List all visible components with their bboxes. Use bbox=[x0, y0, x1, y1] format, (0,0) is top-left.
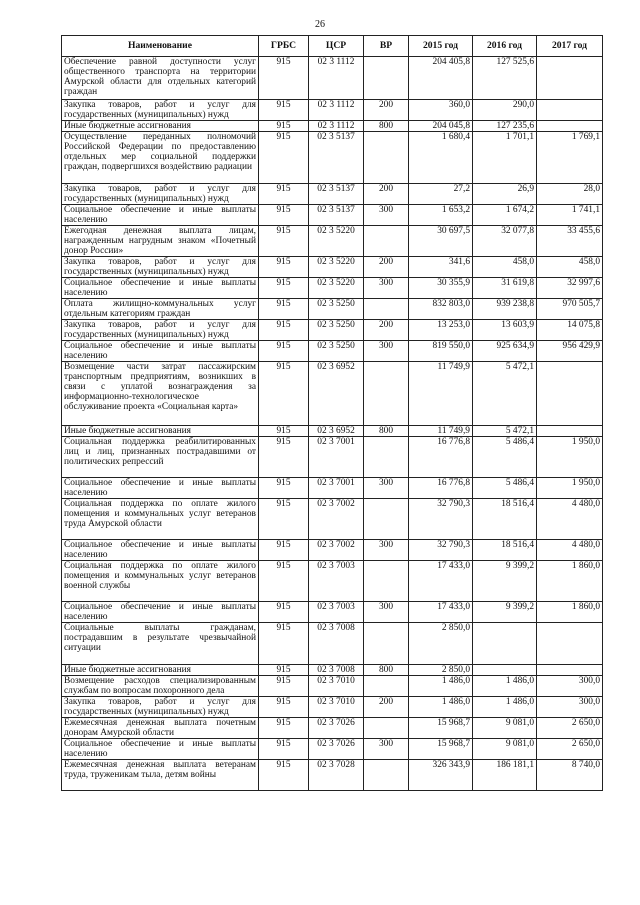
row-2015: 30 355,9 bbox=[409, 278, 473, 299]
row-2015: 17 433,0 bbox=[409, 602, 473, 623]
row-csr: 02 3 5250 bbox=[309, 341, 364, 362]
row-grbs: 915 bbox=[259, 278, 309, 299]
row-2017: 32 997,6 bbox=[537, 278, 603, 299]
row-2017: 300,0 bbox=[537, 676, 603, 697]
row-2017 bbox=[537, 100, 603, 121]
row-name: Закупка товаров, работ и услуг для государственных (муниципальных) нужд bbox=[62, 697, 259, 718]
row-csr: 02 3 7010 bbox=[309, 697, 364, 718]
row-vr: 800 bbox=[364, 665, 409, 676]
table-row bbox=[62, 739, 603, 760]
table-row bbox=[62, 676, 603, 697]
row-2015: 204 405,8 bbox=[409, 57, 473, 100]
row-vr: 300 bbox=[364, 205, 409, 226]
row-name: Закупка товаров, работ и услуг для государственных (муниципальных) нужд bbox=[62, 257, 259, 278]
row-2015: 1 680,4 bbox=[409, 132, 473, 184]
row-grbs: 915 bbox=[259, 341, 309, 362]
row-grbs: 915 bbox=[259, 665, 309, 676]
table-header-row bbox=[62, 36, 603, 57]
row-grbs: 915 bbox=[259, 320, 309, 341]
table-row bbox=[62, 602, 603, 623]
row-csr: 02 3 7008 bbox=[309, 623, 364, 665]
table-row bbox=[62, 205, 603, 226]
table-row bbox=[62, 320, 603, 341]
row-2016: 9 399,2 bbox=[473, 602, 537, 623]
table-row bbox=[62, 57, 603, 100]
row-2015: 1 486,0 bbox=[409, 697, 473, 718]
row-2016: 1 486,0 bbox=[473, 676, 537, 697]
row-vr: 300 bbox=[364, 602, 409, 623]
row-grbs: 915 bbox=[259, 100, 309, 121]
row-2017: 4 480,0 bbox=[537, 499, 603, 540]
row-vr bbox=[364, 499, 409, 540]
row-name: Ежемесячная денежная выплата почетным донорам Амурской области bbox=[62, 718, 259, 739]
header-2016: 2016 год bbox=[473, 36, 537, 57]
row-2015: 2 850,0 bbox=[409, 665, 473, 676]
row-2017: 14 075,8 bbox=[537, 320, 603, 341]
row-csr: 02 3 7001 bbox=[309, 437, 364, 478]
row-vr bbox=[364, 718, 409, 739]
table-row bbox=[62, 561, 603, 602]
row-name: Осуществление переданных полномочий Российской Федерации по предоставлению отдельных мер социальной поддержки граждан, подвергшихся воздействию радиации bbox=[62, 132, 259, 184]
row-csr: 02 3 7026 bbox=[309, 739, 364, 760]
table-row bbox=[62, 100, 603, 121]
row-2016: 9 081,0 bbox=[473, 718, 537, 739]
row-csr: 02 3 5137 bbox=[309, 184, 364, 205]
row-name: Социальное обеспечение и иные выплаты населению bbox=[62, 278, 259, 299]
row-csr: 02 3 7026 bbox=[309, 718, 364, 739]
row-vr: 200 bbox=[364, 697, 409, 718]
table-row bbox=[62, 121, 603, 132]
row-csr: 02 3 5220 bbox=[309, 278, 364, 299]
row-2017 bbox=[537, 57, 603, 100]
row-csr: 02 3 7010 bbox=[309, 676, 364, 697]
row-2017: 1 860,0 bbox=[537, 602, 603, 623]
row-grbs: 915 bbox=[259, 299, 309, 320]
row-csr: 02 3 7008 bbox=[309, 665, 364, 676]
row-csr: 02 3 5250 bbox=[309, 299, 364, 320]
row-vr: 200 bbox=[364, 184, 409, 205]
row-2015: 16 776,8 bbox=[409, 478, 473, 499]
row-2015: 341,6 bbox=[409, 257, 473, 278]
row-2017 bbox=[537, 665, 603, 676]
table-row bbox=[62, 278, 603, 299]
row-2017 bbox=[537, 121, 603, 132]
row-2017: 8 740,0 bbox=[537, 760, 603, 791]
row-name: Социальное обеспечение и иные выплаты населению bbox=[62, 341, 259, 362]
row-csr: 02 3 5137 bbox=[309, 132, 364, 184]
row-2016: 9 081,0 bbox=[473, 739, 537, 760]
row-2017: 1 950,0 bbox=[537, 437, 603, 478]
row-name: Социальные выплаты гражданам, пострадавшим в результате чрезвычайной ситуации bbox=[62, 623, 259, 665]
row-csr: 02 3 5220 bbox=[309, 226, 364, 257]
row-2017: 300,0 bbox=[537, 697, 603, 718]
row-grbs: 915 bbox=[259, 57, 309, 100]
row-vr: 200 bbox=[364, 100, 409, 121]
row-name: Иные бюджетные ассигнования bbox=[62, 426, 259, 437]
table-row bbox=[62, 665, 603, 676]
row-2016: 31 619,8 bbox=[473, 278, 537, 299]
header-grbs: ГРБС bbox=[259, 36, 309, 57]
row-2016: 1 674,2 bbox=[473, 205, 537, 226]
row-grbs: 915 bbox=[259, 257, 309, 278]
row-name: Социальное обеспечение и иные выплаты населению bbox=[62, 478, 259, 499]
row-2015: 204 045,8 bbox=[409, 121, 473, 132]
table-row bbox=[62, 540, 603, 561]
table-row bbox=[62, 623, 603, 665]
row-2016: 26,9 bbox=[473, 184, 537, 205]
row-2015: 15 968,7 bbox=[409, 739, 473, 760]
row-2017: 1 950,0 bbox=[537, 478, 603, 499]
table-row bbox=[62, 697, 603, 718]
row-2016: 925 634,9 bbox=[473, 341, 537, 362]
row-name: Обеспечение равной доступности услуг общественного транспорта на территории Амурской области для отдельных категорий граждан bbox=[62, 57, 259, 100]
row-vr: 800 bbox=[364, 121, 409, 132]
row-csr: 02 3 7002 bbox=[309, 540, 364, 561]
row-grbs: 915 bbox=[259, 499, 309, 540]
row-2016: 1 486,0 bbox=[473, 697, 537, 718]
row-grbs: 915 bbox=[259, 184, 309, 205]
row-grbs: 915 bbox=[259, 362, 309, 426]
row-csr: 02 3 7028 bbox=[309, 760, 364, 791]
header-2017: 2017 год bbox=[537, 36, 603, 57]
row-name: Ежемесячная денежная выплата ветеранам труда, труженикам тыла, детям войны bbox=[62, 760, 259, 791]
row-csr: 02 3 5220 bbox=[309, 257, 364, 278]
row-csr: 02 3 6952 bbox=[309, 362, 364, 426]
row-vr bbox=[364, 561, 409, 602]
header-name: Наименование bbox=[62, 36, 259, 57]
row-2015: 2 850,0 bbox=[409, 623, 473, 665]
row-vr bbox=[364, 132, 409, 184]
row-name: Социальное обеспечение и иные выплаты населению bbox=[62, 739, 259, 760]
row-name: Иные бюджетные ассигнования bbox=[62, 665, 259, 676]
row-vr bbox=[364, 226, 409, 257]
row-2016: 13 603,9 bbox=[473, 320, 537, 341]
row-name: Социальная поддержка по оплате жилого помещения и коммунальных услуг ветеранов труда Амурской области bbox=[62, 499, 259, 540]
table-row bbox=[62, 299, 603, 320]
row-2015: 32 790,3 bbox=[409, 499, 473, 540]
row-grbs: 915 bbox=[259, 602, 309, 623]
row-2016: 18 516,4 bbox=[473, 540, 537, 561]
row-vr bbox=[364, 57, 409, 100]
row-name: Социальная поддержка реабилитированных лиц и лиц, признанных пострадавшими от политических репрессий bbox=[62, 437, 259, 478]
row-name: Закупка товаров, работ и услуг для государственных (муниципальных) нужд bbox=[62, 100, 259, 121]
row-2016: 5 472,1 bbox=[473, 362, 537, 426]
row-name: Социальное обеспечение и иные выплаты населению bbox=[62, 602, 259, 623]
row-csr: 02 3 7002 bbox=[309, 499, 364, 540]
row-vr bbox=[364, 299, 409, 320]
row-csr: 02 3 1112 bbox=[309, 121, 364, 132]
row-grbs: 915 bbox=[259, 697, 309, 718]
row-2016: 290,0 bbox=[473, 100, 537, 121]
row-csr: 02 3 7001 bbox=[309, 478, 364, 499]
row-2015: 15 968,7 bbox=[409, 718, 473, 739]
row-2015: 13 253,0 bbox=[409, 320, 473, 341]
row-2015: 1 653,2 bbox=[409, 205, 473, 226]
row-name: Социальное обеспечение и иные выплаты населению bbox=[62, 540, 259, 561]
row-grbs: 915 bbox=[259, 739, 309, 760]
row-vr: 200 bbox=[364, 320, 409, 341]
table-row bbox=[62, 257, 603, 278]
row-vr: 300 bbox=[364, 341, 409, 362]
table-row bbox=[62, 132, 603, 184]
table-row bbox=[62, 226, 603, 257]
row-2015: 11 749,9 bbox=[409, 426, 473, 437]
row-name: Возмещение части затрат пассажирским транспортным предприятиям, возникших в связи с уплатой вознаграждения за информационно-технологическое обслуживание проекта «Социальная карта» bbox=[62, 362, 259, 426]
table-row bbox=[62, 718, 603, 739]
row-2017: 1 860,0 bbox=[537, 561, 603, 602]
row-name: Социальная поддержка по оплате жилого помещения и коммунальных услуг ветеранов военной службы bbox=[62, 561, 259, 602]
row-2016: 127 235,6 bbox=[473, 121, 537, 132]
row-vr: 300 bbox=[364, 540, 409, 561]
row-name: Закупка товаров, работ и услуг для государственных (муниципальных) нужд bbox=[62, 184, 259, 205]
row-2016 bbox=[473, 623, 537, 665]
table-row bbox=[62, 760, 603, 791]
header-vr: ВР bbox=[364, 36, 409, 57]
row-grbs: 915 bbox=[259, 121, 309, 132]
row-2015: 11 749,9 bbox=[409, 362, 473, 426]
page-number: 26 bbox=[315, 19, 325, 30]
row-vr: 200 bbox=[364, 257, 409, 278]
row-2016: 1 701,1 bbox=[473, 132, 537, 184]
row-grbs: 915 bbox=[259, 561, 309, 602]
row-2015: 819 550,0 bbox=[409, 341, 473, 362]
table-row bbox=[62, 437, 603, 478]
row-grbs: 915 bbox=[259, 426, 309, 437]
table-row bbox=[62, 362, 603, 426]
row-grbs: 915 bbox=[259, 478, 309, 499]
row-vr bbox=[364, 362, 409, 426]
row-2015: 360,0 bbox=[409, 100, 473, 121]
row-2017: 2 650,0 bbox=[537, 739, 603, 760]
row-2016: 939 238,8 bbox=[473, 299, 537, 320]
budget-table bbox=[61, 35, 603, 791]
table-body bbox=[62, 57, 603, 791]
row-2017: 28,0 bbox=[537, 184, 603, 205]
row-name: Оплата жилищно-коммунальных услуг отдельным категориям граждан bbox=[62, 299, 259, 320]
row-grbs: 915 bbox=[259, 226, 309, 257]
table-row bbox=[62, 184, 603, 205]
row-2016: 32 077,8 bbox=[473, 226, 537, 257]
row-csr: 02 3 5137 bbox=[309, 205, 364, 226]
row-vr bbox=[364, 676, 409, 697]
row-vr: 300 bbox=[364, 478, 409, 499]
row-2016 bbox=[473, 665, 537, 676]
row-grbs: 915 bbox=[259, 623, 309, 665]
row-vr: 800 bbox=[364, 426, 409, 437]
row-csr: 02 3 5250 bbox=[309, 320, 364, 341]
table-row bbox=[62, 426, 603, 437]
row-2017 bbox=[537, 362, 603, 426]
row-name: Ежегодная денежная выплата лицам, награжденным нагрудным знаком «Почетный донор России» bbox=[62, 226, 259, 257]
row-2015: 326 343,9 bbox=[409, 760, 473, 791]
row-name: Иные бюджетные ассигнования bbox=[62, 121, 259, 132]
row-grbs: 915 bbox=[259, 205, 309, 226]
row-2017: 970 505,7 bbox=[537, 299, 603, 320]
row-2015: 27,2 bbox=[409, 184, 473, 205]
row-csr: 02 3 1112 bbox=[309, 100, 364, 121]
row-grbs: 915 bbox=[259, 437, 309, 478]
table-row bbox=[62, 341, 603, 362]
row-2016: 5 486,4 bbox=[473, 437, 537, 478]
row-2017: 2 650,0 bbox=[537, 718, 603, 739]
row-2015: 1 486,0 bbox=[409, 676, 473, 697]
row-2017: 33 455,6 bbox=[537, 226, 603, 257]
row-2016: 5 472,1 bbox=[473, 426, 537, 437]
row-2017: 1 769,1 bbox=[537, 132, 603, 184]
row-2017: 4 480,0 bbox=[537, 540, 603, 561]
table-row bbox=[62, 478, 603, 499]
row-2017: 956 429,9 bbox=[537, 341, 603, 362]
row-csr: 02 3 6952 bbox=[309, 426, 364, 437]
row-grbs: 915 bbox=[259, 676, 309, 697]
row-grbs: 915 bbox=[259, 132, 309, 184]
row-vr bbox=[364, 437, 409, 478]
row-grbs: 915 bbox=[259, 718, 309, 739]
row-name: Возмещение расходов специализированным службам по вопросам похоронного дела bbox=[62, 676, 259, 697]
row-name: Социальное обеспечение и иные выплаты населению bbox=[62, 205, 259, 226]
row-2015: 832 803,0 bbox=[409, 299, 473, 320]
row-2017: 458,0 bbox=[537, 257, 603, 278]
header-csr: ЦСР bbox=[309, 36, 364, 57]
header-2015: 2015 год bbox=[409, 36, 473, 57]
row-vr bbox=[364, 760, 409, 791]
row-vr: 300 bbox=[364, 278, 409, 299]
row-2016: 186 181,1 bbox=[473, 760, 537, 791]
row-2015: 30 697,5 bbox=[409, 226, 473, 257]
row-name: Закупка товаров, работ и услуг для государственных (муниципальных) нужд bbox=[62, 320, 259, 341]
row-2016: 5 486,4 bbox=[473, 478, 537, 499]
row-grbs: 915 bbox=[259, 540, 309, 561]
row-grbs: 915 bbox=[259, 760, 309, 791]
row-2016: 9 399,2 bbox=[473, 561, 537, 602]
row-2016: 458,0 bbox=[473, 257, 537, 278]
row-vr: 300 bbox=[364, 739, 409, 760]
table-row bbox=[62, 499, 603, 540]
row-vr bbox=[364, 623, 409, 665]
row-2017 bbox=[537, 623, 603, 665]
row-2015: 32 790,3 bbox=[409, 540, 473, 561]
row-2016: 127 525,6 bbox=[473, 57, 537, 100]
row-2017: 1 741,1 bbox=[537, 205, 603, 226]
row-2016: 18 516,4 bbox=[473, 499, 537, 540]
row-2017 bbox=[537, 426, 603, 437]
row-csr: 02 3 1112 bbox=[309, 57, 364, 100]
row-csr: 02 3 7003 bbox=[309, 561, 364, 602]
row-2015: 16 776,8 bbox=[409, 437, 473, 478]
row-csr: 02 3 7003 bbox=[309, 602, 364, 623]
row-2015: 17 433,0 bbox=[409, 561, 473, 602]
